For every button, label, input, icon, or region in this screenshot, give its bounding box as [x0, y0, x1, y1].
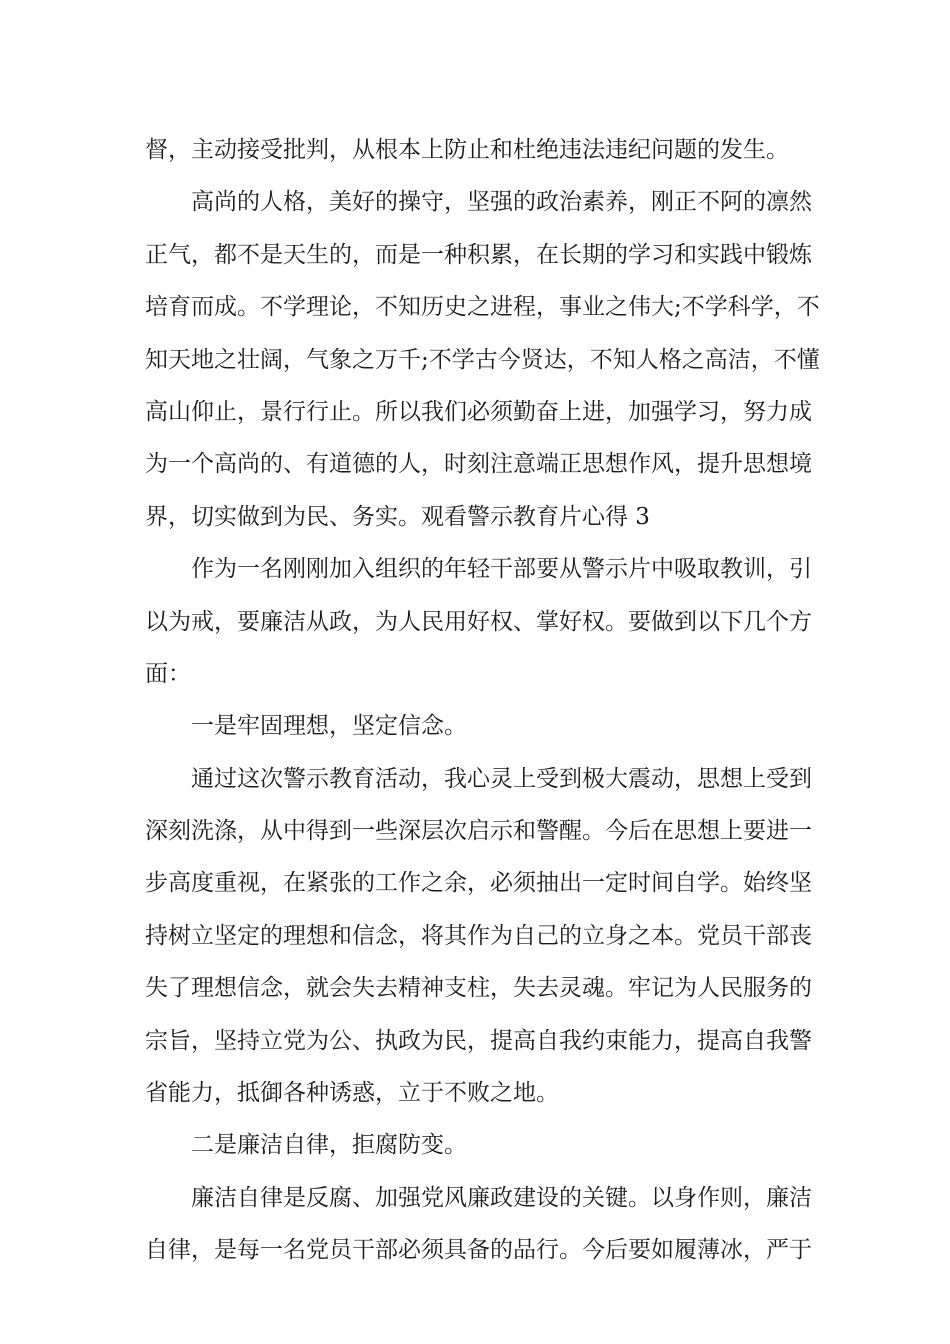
text-line: 失了理想信念，就会失去精神支柱，失去灵魂。牢记为人民服务的	[145, 975, 812, 1002]
text-line: 界，切实做到为民、务实。观看警示教育片心得 3	[145, 503, 650, 530]
text-line: 正气，都不是天生的，而是一种积累，在长期的学习和实践中锻炼	[145, 241, 812, 268]
text-line: 高尚的人格，美好的操守，坚强的政治素养，刚正不阿的凛然	[191, 189, 812, 216]
text-line: 廉洁自律是反腐、加强党风廉政建设的关键。以身作则，廉洁	[191, 1184, 812, 1211]
text-line: 省能力，抵御各种诱惑，立于不败之地。	[145, 1080, 559, 1107]
text-line: 高山仰止，景行行止。所以我们必须勤奋上进，加强学习，努力成	[145, 398, 812, 425]
text-line: 以为戒，要廉洁从政，为人民用好权、掌好权。要做到以下几个方	[145, 608, 812, 635]
text-line: 培育而成。不学理论，不知历史之进程，事业之伟大;不学科学，不	[145, 294, 820, 321]
text-line: 知天地之壮阔，气象之万千;不学古今贤达，不知人格之高洁，不懂	[145, 346, 820, 373]
text-line: 督，主动接受批判，从根本上防止和杜绝违法违纪问题的发生。	[145, 137, 789, 163]
text-line: 为一个高尚的、有道德的人，时刻注意端正思想作风，提升思想境	[145, 451, 812, 478]
section-heading: 二是廉洁自律，拒腐防变。	[191, 1132, 467, 1159]
text-line: 宗旨，坚持立党为公、执政为民，提高自我约束能力，提高自我警	[145, 1027, 812, 1054]
text-line: 步高度重视，在紧张的工作之余，必须抽出一定时间自学。始终坚	[145, 870, 812, 897]
text-line: 面：	[145, 660, 191, 687]
document-body	[145, 124, 820, 1277]
text-line: 通过这次警示教育活动，我心灵上受到极大震动，思想上受到	[191, 765, 812, 792]
text-line: 作为一名刚刚加入组织的年轻干部要从警示片中吸取教训，引	[191, 556, 812, 583]
text-line: 持树立坚定的理想和信念，将其作为自己的立身之本。党员干部丧	[145, 922, 812, 949]
text-line: 深刻洗涤，从中得到一些深层次启示和警醒。今后在思想上要进一	[145, 818, 812, 845]
text-line: 自律，是每一名党员干部必须具备的品行。今后要如履薄冰，严于	[145, 1237, 812, 1264]
section-heading: 一是牢固理想，坚定信念。	[191, 713, 467, 740]
